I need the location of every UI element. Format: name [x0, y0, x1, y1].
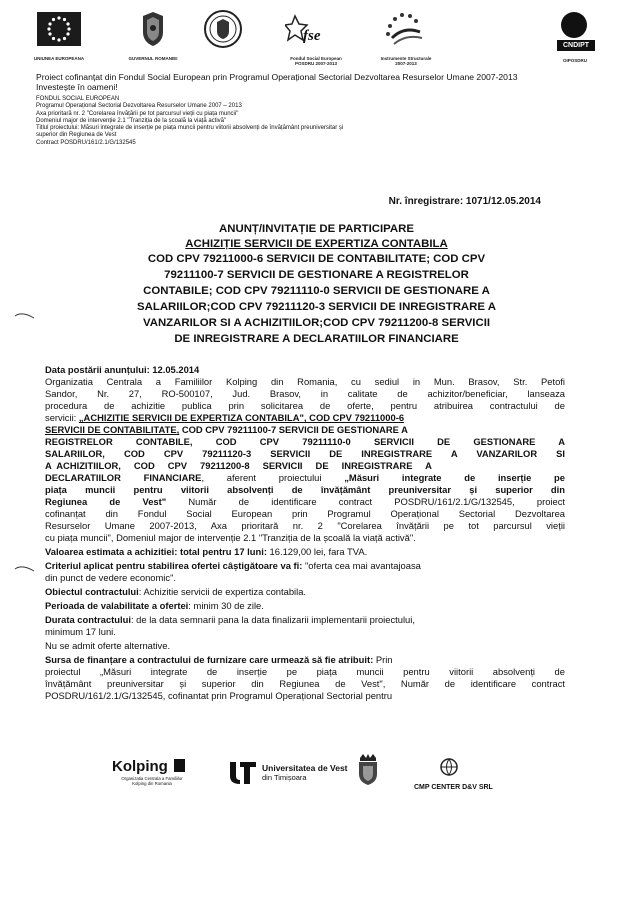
- body-line: POSDRU/161/2.1/G/132545, cofinantat prin Programul Operațional Sectorial pentru: [45, 690, 393, 701]
- registration-number: Nr. înregistrare: 1071/12.05.2014: [388, 196, 541, 207]
- contract-duration: Durata contractului: de la data semnarii pana la data finalizarii implementarii proiectului,: [45, 614, 415, 625]
- project-line: Proiect cofinanțat din Fondul Social European prin Programul Operațional Sectorial Dezvoltarea Resurselor Umane 2007-2013: [36, 72, 518, 82]
- title-line: VANZARILOR SI A ACHIZITIILOR;COD CPV 79211200-8 SERVICII: [142, 317, 491, 329]
- cndipt-emblem-icon: [561, 12, 587, 38]
- margin-mark-icon: [14, 563, 36, 573]
- body-line: A ACHIZITIILOR, COD CPV 79211200-8 SERVICII DE INREGISTRARE A: [45, 460, 432, 471]
- title-line: DE INREGISTRARE A DECLARATIILOR FINANCIARE: [174, 333, 459, 345]
- info-line: FONDUL SOCIAL EUROPEAN: [36, 96, 120, 102]
- cmp-center-logo: [414, 758, 514, 791]
- alternatives-note: Nu se admit oferte alternative.: [45, 640, 171, 651]
- uvt-city: din Timișoara: [262, 773, 307, 782]
- eu-flag-logo: [37, 12, 81, 46]
- kolping-subtitle: Organizatia Centrala a Familiilor Kolping din Romania: [121, 776, 183, 786]
- announcement-title: ANUNȚ/INVITAȚIE DE PARTICIPARE: [219, 223, 414, 235]
- subtitle-underlined: ACHIZIȚIE SERVICII DE EXPERTIZA CONTABILA: [185, 238, 448, 250]
- body-line: servicii: „ACHIZITIE SERVICII DE EXPERTIZA CONTABILA", COD CPV 79211000-6: [45, 412, 405, 423]
- body-line: SALARIILOR, COD CPV 79211120-3 SERVICII DE INREGISTRARE A VANZARILOR SI: [45, 448, 565, 459]
- contract-object: Obiectul contractului: Achizitie servicii de expertiza contabila.: [45, 586, 307, 597]
- info-line: superior din Regiunea de Vest: [36, 132, 117, 139]
- kolping-k-icon: [174, 759, 185, 772]
- body-line: SERVICII DE CONTABILITATE, COD CPV 79211100-7 SERVICII DE GESTIONARE A: [45, 424, 408, 435]
- title-line: CONTABILE; COD CPV 79211110-0 SERVICII DE GESTIONARE A: [143, 285, 490, 297]
- posting-date: Data postării anunțului: 12.05.2014: [45, 364, 200, 375]
- body-line: proiectul „Măsuri integrate de inserție pe piața muncii pentru viitorii absolvenți de: [45, 666, 565, 677]
- body-line: cu piața muncii", Domeniul major de intervenție 2.1 "Tranziția de la școală la viață activă".: [45, 532, 416, 543]
- cndipt-logo: [557, 12, 593, 52]
- title-line: SALARIILOR;COD CPV 79211120-3 SERVICII DE INREGISTRARE A: [137, 301, 496, 313]
- structural-caption: Instrumente Structurale 2007-2013: [380, 56, 432, 66]
- body-line: Sandor, Nr. 27, RO-500107, Jud. Brasov, in calitate de achizitor/beneficiar, lanseaza: [45, 388, 565, 399]
- coat-of-arms-icon: [357, 752, 379, 786]
- ministry-seal-logo: [204, 10, 242, 48]
- romania-caption: GUVERNUL ROMANIEI: [128, 56, 178, 61]
- fse-logo: [285, 10, 335, 50]
- eu-stars-icon: [37, 12, 81, 46]
- cndipt-logo-text: CNDIPT: [557, 40, 595, 51]
- body-line: DECLARATIILOR FINANCIARE, aferent proiectului „Măsuri integrate de inserție pe: [45, 472, 565, 483]
- structural-instruments-logo: [380, 8, 426, 50]
- kolping-logo: [112, 758, 194, 786]
- body-line: piața muncii pentru viitorii absolvenți de învățământ preuniversitar și superior din: [45, 484, 565, 495]
- uvt-emblem-icon: [228, 760, 258, 784]
- award-criteria: Criteriul aplicat pentru stabilirea ofertei câștigătoare va fi: "oferta cea mai avantajoasa: [45, 560, 421, 571]
- romania-coat-of-arms-logo: [139, 10, 167, 48]
- funding-source: Sursa de finanțare a contractului de furnizare care urmează să fie atribuit: Prin: [45, 654, 393, 665]
- contract-duration-cont: minimum 17 luni.: [45, 626, 116, 637]
- title-line: COD CPV 79211000-6 SERVICII DE CONTABILITATE; COD CPV: [147, 253, 486, 265]
- project-slogan: Investește în oameni!: [36, 82, 118, 92]
- announcement-subtitle: [0, 237, 633, 252]
- fse-caption: Fondul Social European POSDRU 2007-2013: [290, 56, 342, 66]
- title-line: 79211100-7 SERVICII DE GESTIONARE A REGISTRELOR: [164, 269, 469, 281]
- body-line: Regiunea de Vest" Număr de identificare contract POSDRU/161/2.1/G/132545, proiect: [45, 496, 565, 507]
- info-line: Titlul proiectului: Măsuri integrate de inserție pe piața muncii pentru viitorii absolvenți de învățământ preuniversitar și: [36, 125, 344, 132]
- body-line: REGISTRELOR CONTABILE, COD CPV 79211110-0 SERVICII DE GESTIONARE A: [45, 436, 565, 447]
- fse-logo-text: fse: [303, 28, 321, 44]
- coat-of-arms-icon: [139, 10, 167, 48]
- info-line: Axa prioritară nr. 2 "Corelarea învățării pe tot parcursul vieții cu piața muncii": [36, 110, 239, 117]
- seal-icon: [204, 10, 242, 48]
- body-line: procedura de achizitie publica prin solicitarea de oferte, pentru atribuirea contractului de: [45, 400, 565, 411]
- body-line: Resurselor Umane 2007-2013, Axa prioritară nr. 2 "Corelarea învățării pe tot parcursul vieții: [45, 520, 565, 531]
- kolping-logo-text: Kolping: [112, 758, 168, 775]
- body-line: cofinanțat din Fondul Social European prin Programul Operațional Sectorial Dezvoltarea: [45, 508, 565, 519]
- info-line: Programul Operațional Sectorial Dezvoltarea Resurselor Umane 2007 – 2013: [36, 103, 242, 110]
- stars-arc-icon: [380, 8, 426, 50]
- body-line: Organizatia Centrala a Familiilor Kolping din Romania, cu sediul in Mun. Brasov, Str. Petofi: [45, 376, 565, 387]
- estimated-value: Valoarea estimata a achizitiei: total pentru 17 luni: 16.129,00 lei, fara TVA.: [45, 546, 368, 557]
- info-line: Domeniul major de intervenție 2.1 "Tranziția de la școală la viață activă": [36, 117, 227, 124]
- cmp-globe-icon: [438, 758, 460, 776]
- project-info-block: [36, 96, 343, 147]
- city-coat-of-arms-logo: [357, 752, 379, 786]
- award-criteria-cont: din punct de vedere economic".: [45, 572, 177, 583]
- offer-validity: Perioada de valabilitate a ofertei: minim 30 de zile.: [45, 600, 264, 611]
- body-line: învățământ preuniversitar și superior din Regiunea de Vest", Număr de identificare contract: [45, 678, 565, 689]
- info-line: Contract POSDRU/161/2.1/G/132545: [36, 139, 136, 146]
- fse-star-icon: [285, 10, 335, 50]
- eu-caption: UNIUNEA EUROPEANA: [33, 56, 85, 61]
- cmp-name: CMP CENTER D&V SRL: [414, 784, 493, 791]
- cndipt-caption: OIPOSDRU: [562, 58, 587, 63]
- margin-mark-icon: [14, 310, 36, 320]
- uvt-name: Universitatea de Vest: [262, 763, 348, 773]
